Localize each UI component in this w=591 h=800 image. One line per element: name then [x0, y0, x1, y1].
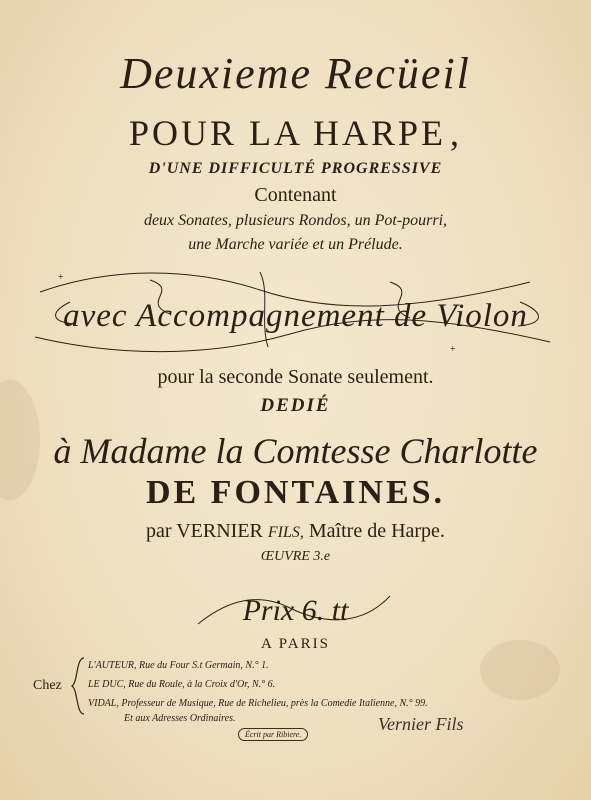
- contenant-line: Contenant: [254, 184, 337, 206]
- svg-text:+: +: [450, 344, 456, 355]
- title-main-text: POUR LA HARPE: [128, 113, 447, 153]
- handwritten-signature: Vernier Fils: [378, 714, 464, 734]
- price-line: Prix 6. tt: [242, 594, 349, 627]
- author-line: [0, 520, 591, 543]
- city-line: A PARIS: [261, 636, 330, 652]
- title-main: [0, 112, 591, 154]
- accompaniment-line: avec Accompagnement de Violon: [63, 298, 528, 334]
- address-vidal: VIDAL, Professeur de Musique, Rue de Richelieu, près la Comedie Italienne, N.° 99.: [88, 698, 428, 709]
- address-auteur: L'AUTEUR, Rue du Four S.t Germain, N.° 1.: [88, 660, 269, 671]
- dedicatee-name: DE FONTAINES.: [145, 474, 446, 511]
- dedicatee-line: à Madame la Comtesse Charlotte: [53, 431, 538, 471]
- title-comma: ,: [450, 113, 463, 153]
- accompaniment-note: pour la seconde Sonate seulement.: [157, 366, 434, 388]
- brace-icon: [70, 656, 86, 716]
- contents-line-2: une Marche variée et un Prélude.: [188, 236, 403, 253]
- author-suffix: Maître de Harpe.: [308, 520, 445, 542]
- svg-text:+: +: [58, 272, 64, 283]
- address-ordinaires: Et aux Adresses Ordinaires.: [124, 713, 236, 724]
- engraver-stamp: Écrit par Ribiere.: [238, 728, 308, 741]
- author-fils: FILS,: [267, 524, 304, 541]
- opus-line: ŒUVRE 3.e: [260, 549, 331, 564]
- address-leduc: LE DUC, Rue du Roule, à la Croix d'Or, N.° 6.: [88, 679, 276, 690]
- difficulty-line: D'UNE DIFFICULTÉ PROGRESSIVE: [148, 160, 443, 177]
- author-prefix: par VERNIER: [146, 520, 263, 542]
- dedie-line: DEDIÉ: [260, 395, 331, 416]
- title-script: Deuxieme Recüeil: [120, 49, 471, 98]
- contents-line-1: deux Sonates, plusieurs Rondos, un Pot-pourri,: [143, 212, 448, 229]
- chez-label: Chez: [33, 678, 62, 693]
